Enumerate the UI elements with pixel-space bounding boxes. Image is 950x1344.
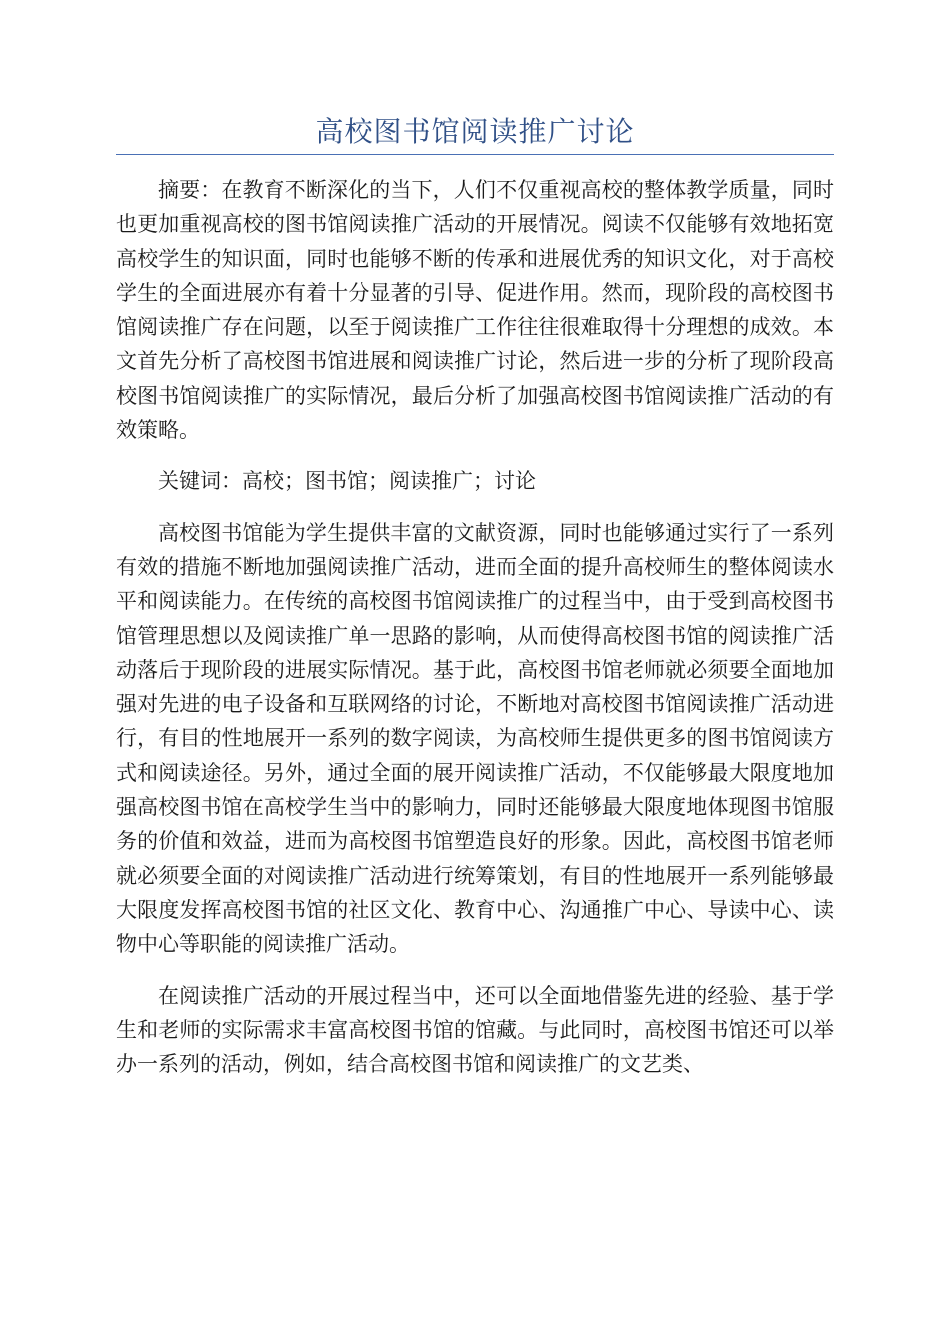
body-paragraph-1: 高校图书馆能为学生提供丰富的文献资源，同时也能够通过实行了一系列有效的措施不断地加强阅读推广活动，进而全面的提升高校师生的整体阅读水平和阅读能力。在传统的高校图书馆阅读推广的过程当中，由于受到高校图书馆管理思想以及阅读推广单一思路的影响，从而使得高校图书馆的阅读推广活动落后于现阶段的进展实际情况。基于此，高校图书馆老师就必须要全面地加强对先进的电子设备和互联网络的讨论，不断地对高校图书馆阅读推广活动进行，有目的性地展开一系列的数字阅读，为高校师生提供更多的图书馆阅读方式和阅读途径。另外，通过全面的展开阅读推广活动，不仅能够最大限度地加强高校图书馆在高校学生当中的影响力，同时还能够最大限度地体现图书馆服务的价值和效益，进而为高校图书馆塑造良好的形象。因此，高校图书馆老师就必须要全面的对阅读推广活动进行统筹策划，有目的性地展开一系列能够最大限度发挥高校图书馆的社区文化、教育中心、沟通推广中心、导读中心、读物中心等职能的阅读推广活动。 <box>116 520 834 957</box>
title-underline <box>116 154 834 155</box>
keywords-paragraph: 关键词：高校；图书馆；阅读推广；讨论 <box>158 469 536 494</box>
document-body <box>116 173 834 1081</box>
body-paragraph-2: 在阅读推广活动的开展过程当中，还可以全面地借鉴先进的经验、基于学生和老师的实际需求丰富高校图书馆的馆藏。与此同时，高校图书馆还可以举办一系列的活动，例如，结合高校图书馆和阅读推广的文艺类、 <box>116 983 834 1077</box>
abstract-paragraph: 摘要：在教育不断深化的当下，人们不仅重视高校的整体教学质量，同时也更加重视高校的图书馆阅读推广活动的开展情况。阅读不仅能够有效地拓宽高校学生的知识面，同时也能够不断的传承和进展优秀的知识文化，对于高校学生的全面进展亦有着十分显著的引导、促进作用。然而，现阶段的高校图书馆阅读推广存在问题，以至于阅读推广工作往往很难取得十分理想的成效。本文首先分析了高校图书馆进展和阅读推广讨论，然后进一步的分析了现阶段高校图书馆阅读推广的实际情况，最后分析了加强高校图书馆阅读推广活动的有效策略。 <box>116 178 834 443</box>
document-title: 高校图书馆阅读推广讨论 <box>315 115 635 148</box>
